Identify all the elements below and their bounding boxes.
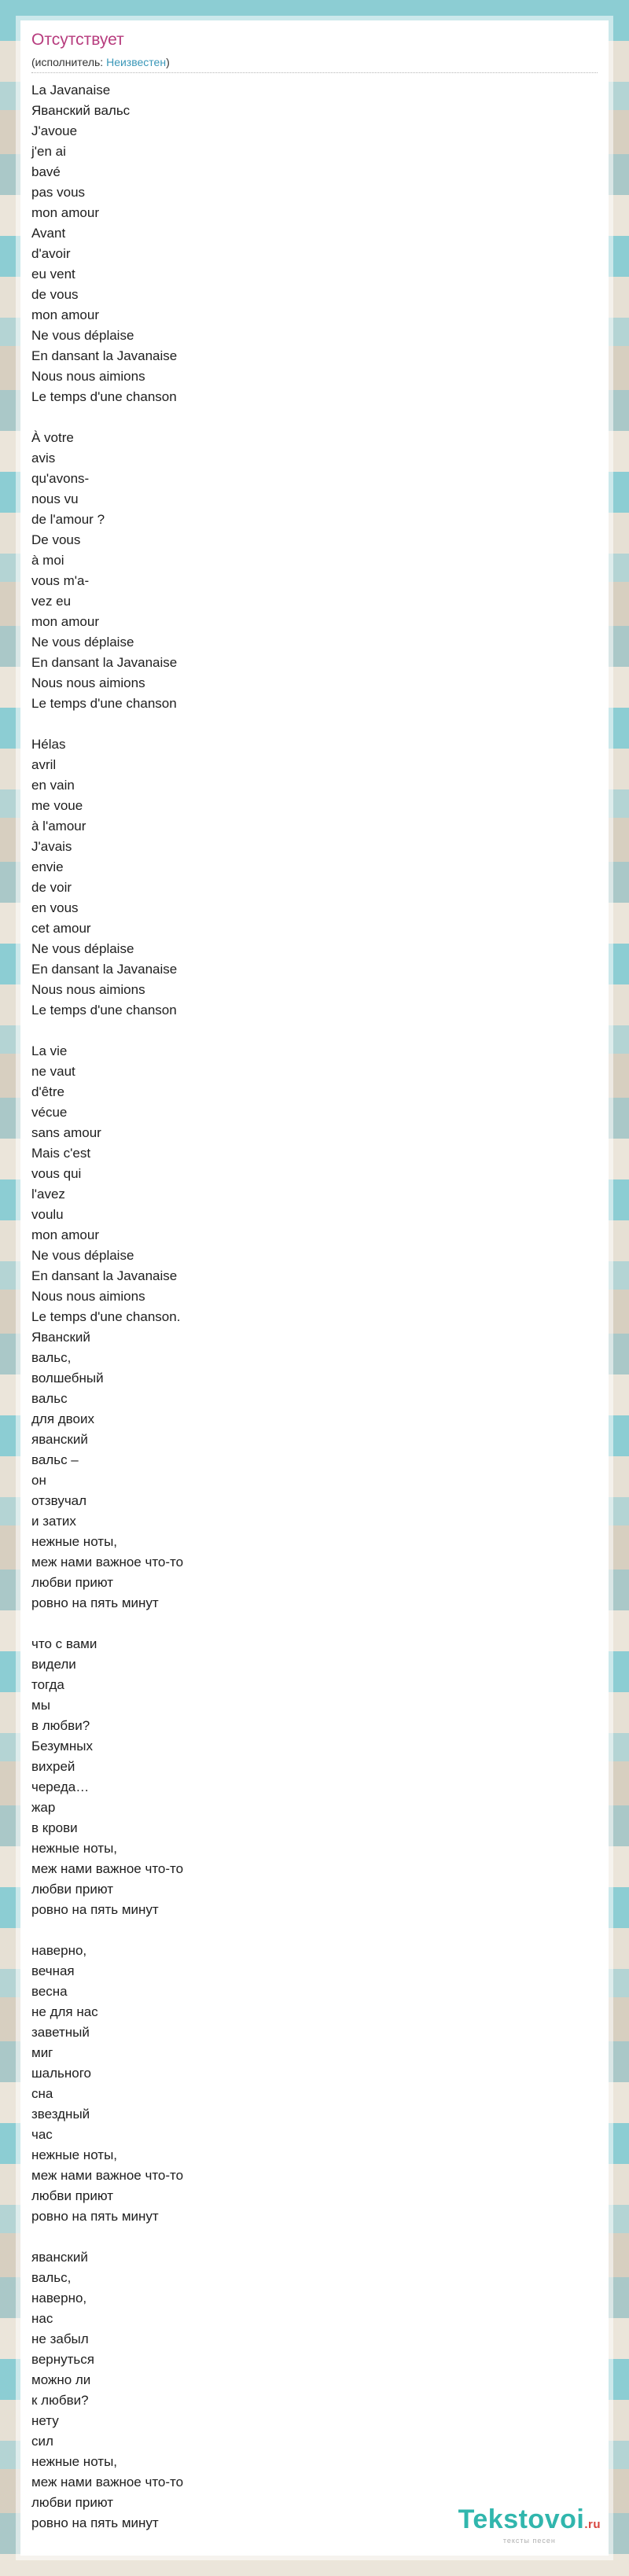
logo-domain-suffix: .ru <box>584 2518 601 2531</box>
lyric-line: eu vent <box>31 267 75 282</box>
lyric-line: d'avoir <box>31 246 71 261</box>
lyric-line: ровно на пять минут <box>31 2515 159 2530</box>
lyric-line: нежные ноты, <box>31 1534 118 1549</box>
lyric-line: Avant <box>31 226 66 241</box>
lyric-line: de l'amour ? <box>31 512 105 527</box>
lyric-line: en vain <box>31 778 75 793</box>
lyric-line: bavé <box>31 164 61 179</box>
lyric-line: mon amour <box>31 205 99 220</box>
lyric-line: En dansant la Javanaise <box>31 1268 178 1283</box>
artist-prefix: (исполнитель: <box>31 56 107 68</box>
lyric-line: Ne vous déplaise <box>31 941 134 956</box>
lyric-line: nous vu <box>31 491 79 506</box>
lyric-line: звездный <box>31 2107 90 2122</box>
lyric-line: в крови <box>31 1820 78 1835</box>
lyric-line: яванский <box>31 1432 88 1447</box>
lyric-line: vécue <box>31 1105 68 1120</box>
lyric-line: vous qui <box>31 1166 82 1181</box>
lyric-line: шального <box>31 2066 91 2081</box>
lyric-line: видели <box>31 1657 76 1672</box>
lyric-line: ne vaut <box>31 1064 75 1079</box>
lyric-line: ровно на пять минут <box>31 1595 159 1610</box>
lyric-line: Nous nous aimions <box>31 369 145 384</box>
lyric-line: не забыл <box>31 2331 89 2346</box>
lyric-line: жар <box>31 1800 56 1815</box>
lyric-line: Ne vous déplaise <box>31 635 134 650</box>
lyric-line: любви приют <box>31 1575 113 1590</box>
lyric-line: En dansant la Javanaise <box>31 962 178 977</box>
lyric-line: en vous <box>31 900 79 915</box>
lyric-line: mon amour <box>31 307 99 322</box>
lyric-line: pas vous <box>31 185 86 200</box>
lyric-line: меж нами важное что-то <box>31 2168 184 2183</box>
artist-link[interactable]: Неизвестен <box>106 56 167 68</box>
lyric-line: voulu <box>31 1207 64 1222</box>
stanza-break <box>31 2227 598 2247</box>
lyric-line: Hélas <box>31 737 66 752</box>
artist-byline <box>31 55 170 69</box>
lyric-line: de voir <box>31 880 72 895</box>
divider <box>31 72 598 73</box>
lyric-line: De vous <box>31 532 81 547</box>
lyric-line: J'avais <box>31 839 72 854</box>
lyric-line: наверно, <box>31 2291 87 2306</box>
lyric-line: сил <box>31 2434 53 2449</box>
lyric-line: Le temps d'une chanson <box>31 1003 177 1018</box>
lyric-line: Ne vous déplaise <box>31 328 134 343</box>
lyric-line: Nous nous aimions <box>31 675 145 690</box>
logo-tagline: тексты песен <box>502 2537 556 2545</box>
lyric-line: vous m'a- <box>31 573 90 588</box>
lyric-line: avis <box>31 451 56 466</box>
lyric-line: для двоих <box>31 1411 94 1426</box>
lyric-line: ровно на пять минут <box>31 1902 159 1917</box>
site-logo[interactable] <box>458 2506 601 2545</box>
lyric-line: J'avoue <box>31 123 78 138</box>
lyric-line: и затих <box>31 1514 76 1529</box>
stanza-break <box>31 1021 598 1041</box>
lyric-line: cet amour <box>31 921 91 936</box>
lyric-line: La Javanaise <box>31 83 111 98</box>
stanza-break <box>31 1920 598 1941</box>
lyric-line: vez eu <box>31 594 72 609</box>
stanza-break <box>31 714 598 734</box>
lyric-line: любви приют <box>31 2188 113 2203</box>
lyric-line: в любви? <box>31 1718 90 1733</box>
lyric-line: меж нами важное что-то <box>31 1861 184 1876</box>
lyric-line: череда… <box>31 1779 90 1794</box>
logo-wordmark: Tekstovoi <box>458 2504 585 2534</box>
lyric-line: любви приют <box>31 1882 113 1897</box>
lyric-line: ровно на пять минут <box>31 2209 159 2224</box>
lyric-line: отзвучал <box>31 1493 87 1508</box>
lyric-line: j'en ai <box>31 144 66 159</box>
lyric-line: Яванский вальс <box>31 103 131 118</box>
lyrics-card <box>20 20 609 2556</box>
lyric-line: нас <box>31 2311 53 2326</box>
lyric-line: sans amour <box>31 1125 101 1140</box>
lyric-line: весна <box>31 1984 68 1999</box>
song-title: Отсутствует <box>31 31 124 49</box>
lyric-line: меж нами важное что-то <box>31 1555 184 1570</box>
lyric-line: Яванский <box>31 1330 90 1345</box>
lyric-line: Ne vous déplaise <box>31 1248 134 1263</box>
stanza-break <box>31 407 598 428</box>
lyric-line: вихрей <box>31 1759 75 1774</box>
lyric-line: вальс <box>31 1391 68 1406</box>
lyric-line: меж нами важное что-то <box>31 2475 184 2490</box>
lyric-line: À votre <box>31 430 74 445</box>
lyric-line: l'avez <box>31 1187 65 1202</box>
lyric-line: нежные ноты, <box>31 2454 118 2469</box>
lyric-line: любви приют <box>31 2495 113 2510</box>
lyric-line: Mais c'est <box>31 1146 91 1161</box>
lyric-line: что с вами <box>31 1636 97 1651</box>
lyric-line: волшебный <box>31 1371 104 1386</box>
lyric-line: вальс, <box>31 2270 72 2285</box>
artist-suffix: ) <box>166 56 170 68</box>
lyric-line: нету <box>31 2413 59 2428</box>
lyric-line: Le temps d'une chanson <box>31 389 177 404</box>
lyric-line: можно ли <box>31 2372 91 2387</box>
lyric-line: яванский <box>31 2250 88 2265</box>
lyric-line: Безумных <box>31 1739 93 1754</box>
lyric-line: час <box>31 2127 53 2142</box>
lyric-line: миг <box>31 2045 53 2060</box>
lyric-line: нежные ноты, <box>31 1841 118 1856</box>
lyric-line: à moi <box>31 553 64 568</box>
lyric-line: заветный <box>31 2025 90 2040</box>
lyric-line: вальс – <box>31 1452 79 1467</box>
lyric-line: à l'amour <box>31 819 86 834</box>
lyric-line: envie <box>31 859 64 874</box>
lyric-line: вернуться <box>31 2352 94 2367</box>
lyric-line: qu'avons- <box>31 471 90 486</box>
lyric-line: mon amour <box>31 614 99 629</box>
lyric-line: avril <box>31 757 57 772</box>
lyric-line: d'être <box>31 1084 64 1099</box>
lyric-line: En dansant la Javanaise <box>31 348 178 363</box>
lyric-line: к любви? <box>31 2393 89 2408</box>
lyric-line: me voue <box>31 798 83 813</box>
lyric-line: La vie <box>31 1043 68 1058</box>
lyric-line: он <box>31 1473 46 1488</box>
lyrics-text <box>31 80 598 2534</box>
lyric-line: сна <box>31 2086 53 2101</box>
lyric-line: Nous nous aimions <box>31 982 145 997</box>
lyric-line: мы <box>31 1698 50 1713</box>
lyric-line: не для нас <box>31 2004 98 2019</box>
lyric-line: нежные ноты, <box>31 2147 118 2162</box>
lyric-line: Nous nous aimions <box>31 1289 145 1304</box>
stanza-break <box>31 1614 598 1634</box>
lyric-line: En dansant la Javanaise <box>31 655 178 670</box>
lyric-line: вечная <box>31 1963 75 1978</box>
lyric-line: mon amour <box>31 1227 99 1242</box>
lyric-line: наверно, <box>31 1943 87 1958</box>
lyric-line: Le temps d'une chanson. <box>31 1309 181 1324</box>
lyric-line: тогда <box>31 1677 64 1692</box>
lyric-line: Le temps d'une chanson <box>31 696 177 711</box>
lyric-line: вальс, <box>31 1350 72 1365</box>
lyric-line: de vous <box>31 287 79 302</box>
